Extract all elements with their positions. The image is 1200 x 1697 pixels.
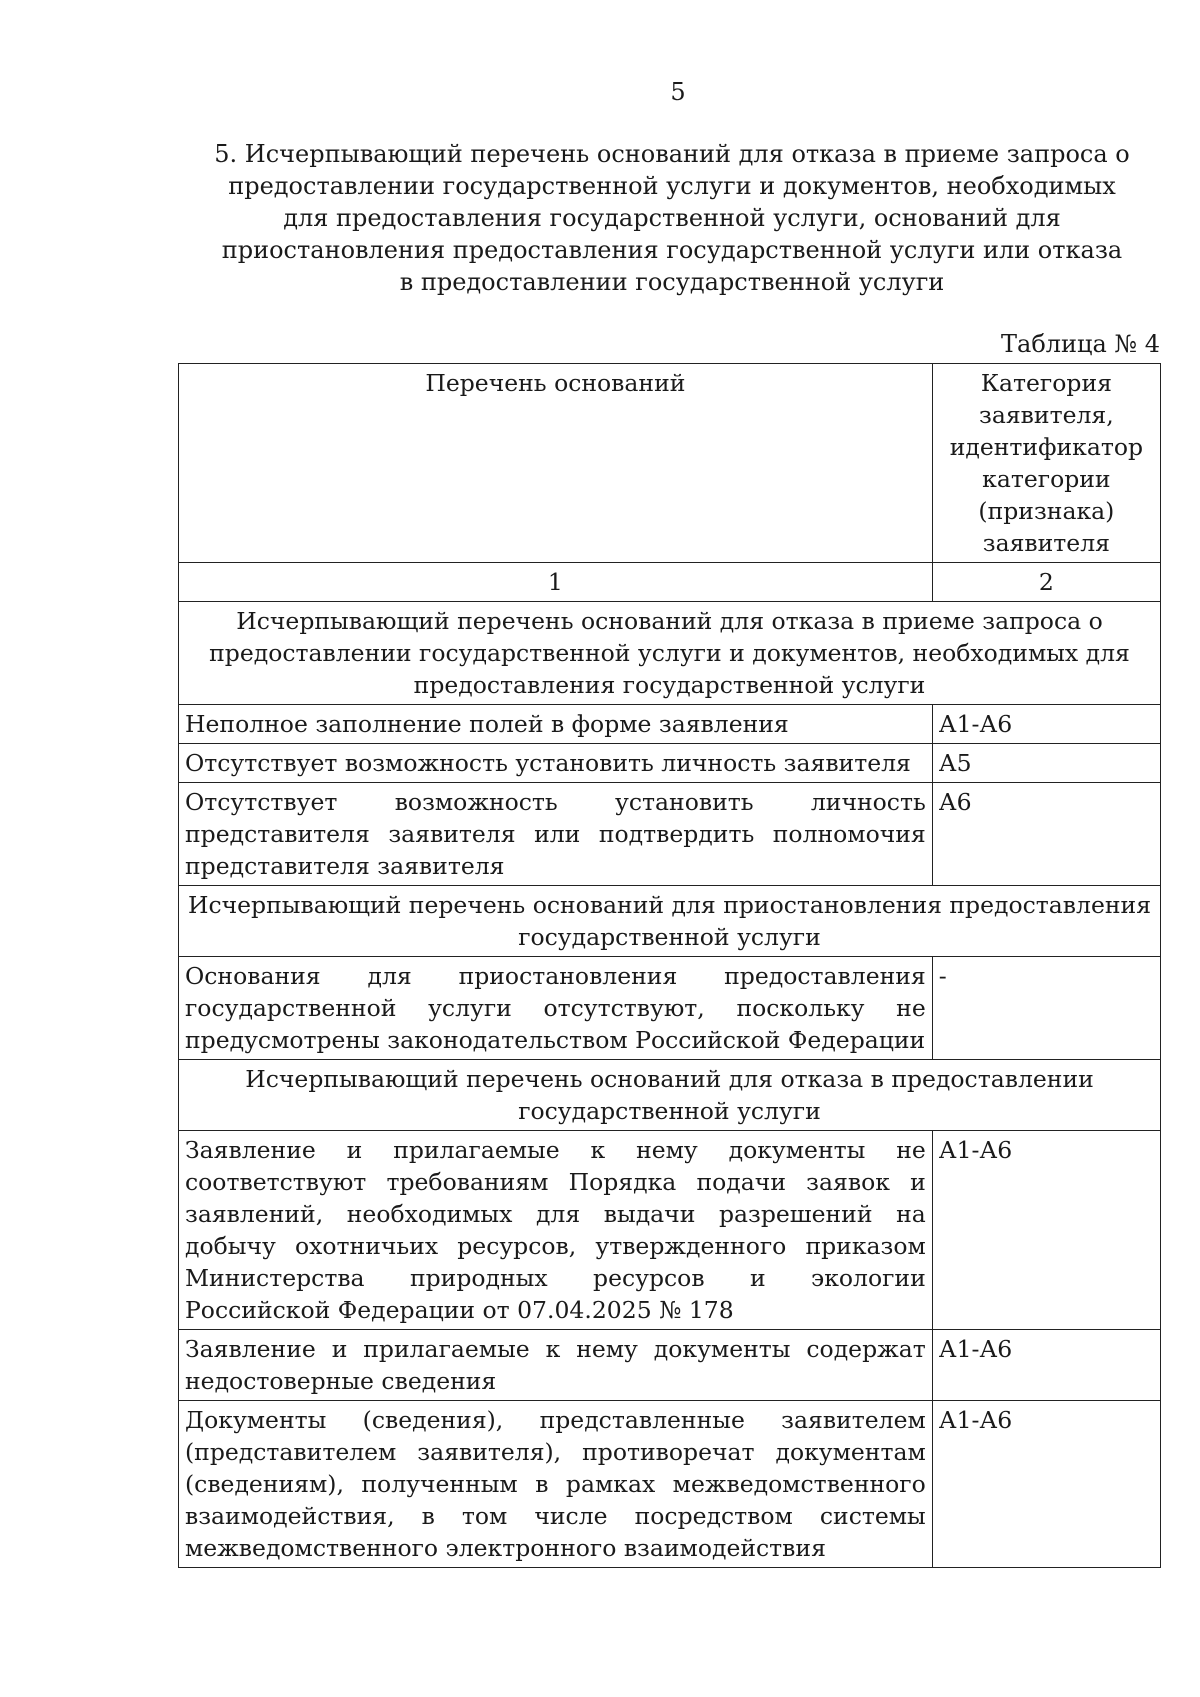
table-row <box>179 1330 1161 1401</box>
table-caption: Таблица № 4 <box>1001 330 1160 358</box>
category-cell: А1-А6 <box>932 1131 1160 1330</box>
table-row <box>179 744 1161 783</box>
group-heading: Исчерпывающий перечень оснований для отказа в приеме запроса о предоставлении государственной услуги и документов, необходимых для предоставления государственной услуги <box>179 602 1161 705</box>
group-heading-row <box>179 602 1161 705</box>
table-row <box>179 783 1161 886</box>
column-number-row <box>179 563 1161 602</box>
header-reasons: Перечень оснований <box>179 364 933 563</box>
category-cell: А6 <box>932 783 1160 886</box>
group-heading: Исчерпывающий перечень оснований для отказа в предоставлении государственной услуги <box>179 1060 1161 1131</box>
category-cell: - <box>932 957 1160 1060</box>
page-number: 5 <box>670 78 686 106</box>
reason-cell: Основания для приостановления предоставления государственной услуги отсутствуют, поскольку не предусмотрены законодательством Российской Федерации <box>179 957 933 1060</box>
header-category: Категория заявителя, идентификатор категории (признака) заявителя <box>932 364 1160 563</box>
table-row <box>179 1401 1161 1568</box>
column-number: 2 <box>932 563 1160 602</box>
category-cell: А5 <box>932 744 1160 783</box>
table-row <box>179 1131 1161 1330</box>
category-cell: А1-А6 <box>932 705 1160 744</box>
reason-cell: Заявление и прилагаемые к нему документы содержат недостоверные сведения <box>179 1330 933 1401</box>
table-header-row <box>179 364 1161 563</box>
table-row <box>179 957 1161 1060</box>
section-title: 5. Исчерпывающий перечень оснований для отказа в приеме запроса о предоставлении государственной услуги и документов, необходимых для предоставления государственной услуги, оснований для приостановления предоставления государственной услуги или отказа в предоставлении государственной услуги <box>214 140 1130 296</box>
reason-cell: Отсутствует возможность установить личность представителя заявителя или подтвердить полномочия представителя заявителя <box>179 783 933 886</box>
reason-cell: Документы (сведения), представленные заявителем (представителем заявителя), противоречат документам (сведениям), полученным в рамках межведомственного взаимодействия, в том числе посредством системы межведомственного электронного взаимодействия <box>179 1401 933 1568</box>
column-number: 1 <box>179 563 933 602</box>
reason-cell: Отсутствует возможность установить личность заявителя <box>179 744 933 783</box>
table-row <box>179 705 1161 744</box>
category-cell: А1-А6 <box>932 1401 1160 1568</box>
group-heading: Исчерпывающий перечень оснований для приостановления предоставления государственной услуги <box>179 886 1161 957</box>
group-heading-row <box>179 1060 1161 1131</box>
category-cell: А1-А6 <box>932 1330 1160 1401</box>
group-heading-row <box>179 886 1161 957</box>
reasons-table <box>178 363 1161 1568</box>
reason-cell: Заявление и прилагаемые к нему документы не соответствуют требованиям Порядка подачи заявок и заявлений, необходимых для выдачи разрешений на добычу охотничьих ресурсов, утвержденного приказом Министерства природных ресурсов и экологии Российской Федерации от 07.04.2025 № 178 <box>179 1131 933 1330</box>
reason-cell: Неполное заполнение полей в форме заявления <box>179 705 933 744</box>
